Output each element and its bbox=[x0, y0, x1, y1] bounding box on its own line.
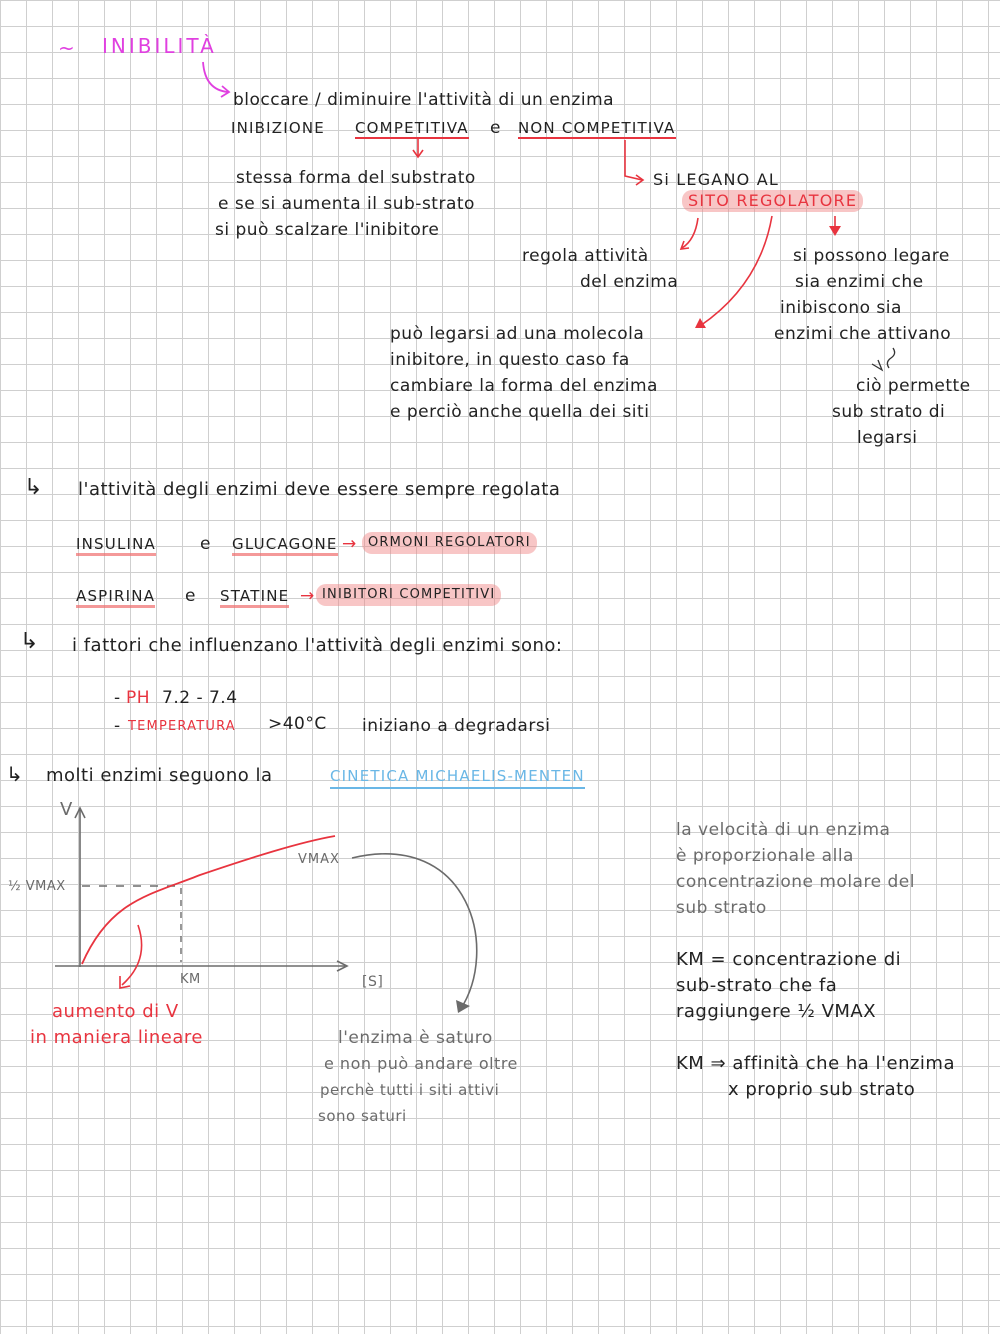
temp-dash: - bbox=[114, 716, 121, 736]
ph-value: 7.2 - 7.4 bbox=[162, 688, 238, 708]
x-axis-label: [S] bbox=[362, 974, 384, 990]
right-para2-2: sub-strato che fa bbox=[676, 975, 838, 996]
competitive-desc-1: stessa forma del substrato bbox=[236, 168, 476, 188]
regulatory-hormones-label: ORMONI REGOLATORI bbox=[362, 532, 537, 554]
both-line-4: enzimi che attivano bbox=[774, 324, 952, 344]
regulates-line-1: regola attività bbox=[522, 246, 649, 266]
linear-note-1: aumento di V bbox=[52, 1001, 179, 1022]
ph-label: PH bbox=[126, 688, 151, 708]
temperature-label: TEMPERATURA bbox=[128, 719, 236, 734]
section2-arrow: ↳ bbox=[24, 475, 43, 500]
insulina-label: INSULINA bbox=[76, 535, 156, 556]
can-bind-line-3: cambiare la forma del enzima bbox=[390, 376, 658, 396]
vmax-label: VMAX bbox=[298, 852, 340, 867]
regulates-line-2: del enzima bbox=[580, 272, 679, 292]
y-axis-label: V bbox=[60, 799, 73, 820]
saturated-note-1: l'enzima è saturo bbox=[338, 1028, 493, 1048]
both-line-1: si possono legare bbox=[793, 246, 950, 266]
statine-label: STATINE bbox=[220, 587, 289, 608]
competitive-inhibitors-label: INIBITORI COMPETITIVI bbox=[316, 584, 501, 606]
regulatory-site-label: SITO REGOLATORE bbox=[682, 190, 863, 212]
saturated-note-2: e non può andare oltre bbox=[324, 1054, 518, 1073]
right-para2-1: KM = concentrazione di bbox=[676, 949, 902, 970]
right-para3-1: KM ⇒ affinità che ha l'enzima bbox=[676, 1053, 955, 1074]
non-competitive-label: NON COMPETITIVA bbox=[518, 119, 676, 137]
section4-arrow: ↳ bbox=[6, 762, 24, 786]
saturated-note-3: perchè tutti i siti attivi bbox=[320, 1081, 500, 1099]
can-bind-line-4: e perciò anche quella dei siti bbox=[390, 402, 650, 422]
right-para1-4: sub strato bbox=[676, 898, 767, 918]
definition-line: bloccare / diminuire l'attività di un enzima bbox=[233, 90, 615, 110]
inhibition-label: INIBIZIONE bbox=[231, 119, 325, 137]
both-line-2: sia enzimi che bbox=[795, 272, 924, 292]
aspirina-label: ASPIRINA bbox=[76, 587, 155, 608]
factors-line: i fattori che influenzano l'attività degli enzimi sono: bbox=[72, 635, 563, 656]
kinetics-line: molti enzimi seguono la bbox=[46, 765, 273, 786]
saturated-note-4: sono saturi bbox=[318, 1107, 407, 1125]
right-para3-2: x proprio sub strato bbox=[728, 1079, 916, 1100]
bind-to-label: Si LEGANO AL bbox=[653, 170, 779, 189]
right-para2-3: raggiungere ½ VMAX bbox=[676, 1001, 877, 1022]
right-para1-1: la velocità di un enzima bbox=[676, 820, 891, 840]
page-title: INIBILITÀ bbox=[102, 34, 217, 58]
competitive-desc-3: si può scalzare l'inibitore bbox=[215, 220, 440, 240]
right-para1-2: è proporzionale alla bbox=[676, 846, 854, 866]
title-tilde: ~ bbox=[58, 36, 76, 60]
row2-and: e bbox=[185, 586, 196, 606]
half-vmax-label: ½ VMAX bbox=[8, 879, 66, 894]
and-word: e bbox=[490, 118, 501, 138]
both-line-3: inibiscono sia bbox=[780, 298, 902, 318]
can-bind-line-2: inibitore, in questo caso fa bbox=[390, 350, 630, 370]
competitive-desc-2: e se si aumenta il sub-strato bbox=[218, 194, 475, 214]
allows-line-2: sub strato di bbox=[832, 402, 946, 422]
allows-line-1: ciò permette bbox=[856, 376, 971, 396]
temperature-value: >40°C bbox=[268, 714, 327, 734]
row2-arrow: → bbox=[300, 586, 315, 606]
glucagone-label: GLUCAGONE bbox=[232, 535, 338, 556]
michaelis-menten-link: CINETICA MICHAELIS-MENTEN bbox=[330, 767, 585, 789]
allows-line-3: legarsi bbox=[857, 428, 918, 448]
section3-arrow: ↳ bbox=[20, 629, 39, 654]
km-axis-label: KM bbox=[180, 972, 201, 987]
regulation-line: l'attività degli enzimi deve essere sempre regolata bbox=[78, 479, 561, 500]
ph-dash: - bbox=[114, 688, 121, 708]
linear-note-2: in maniera lineare bbox=[30, 1027, 203, 1048]
can-bind-line-1: può legarsi ad una molecola bbox=[390, 324, 645, 344]
row1-arrow: → bbox=[342, 534, 357, 554]
row1-and: e bbox=[200, 534, 211, 554]
temperature-note: iniziano a degradarsi bbox=[362, 716, 551, 736]
competitive-label: COMPETITIVA bbox=[355, 119, 469, 137]
right-para1-3: concentrazione molare del bbox=[676, 872, 915, 892]
